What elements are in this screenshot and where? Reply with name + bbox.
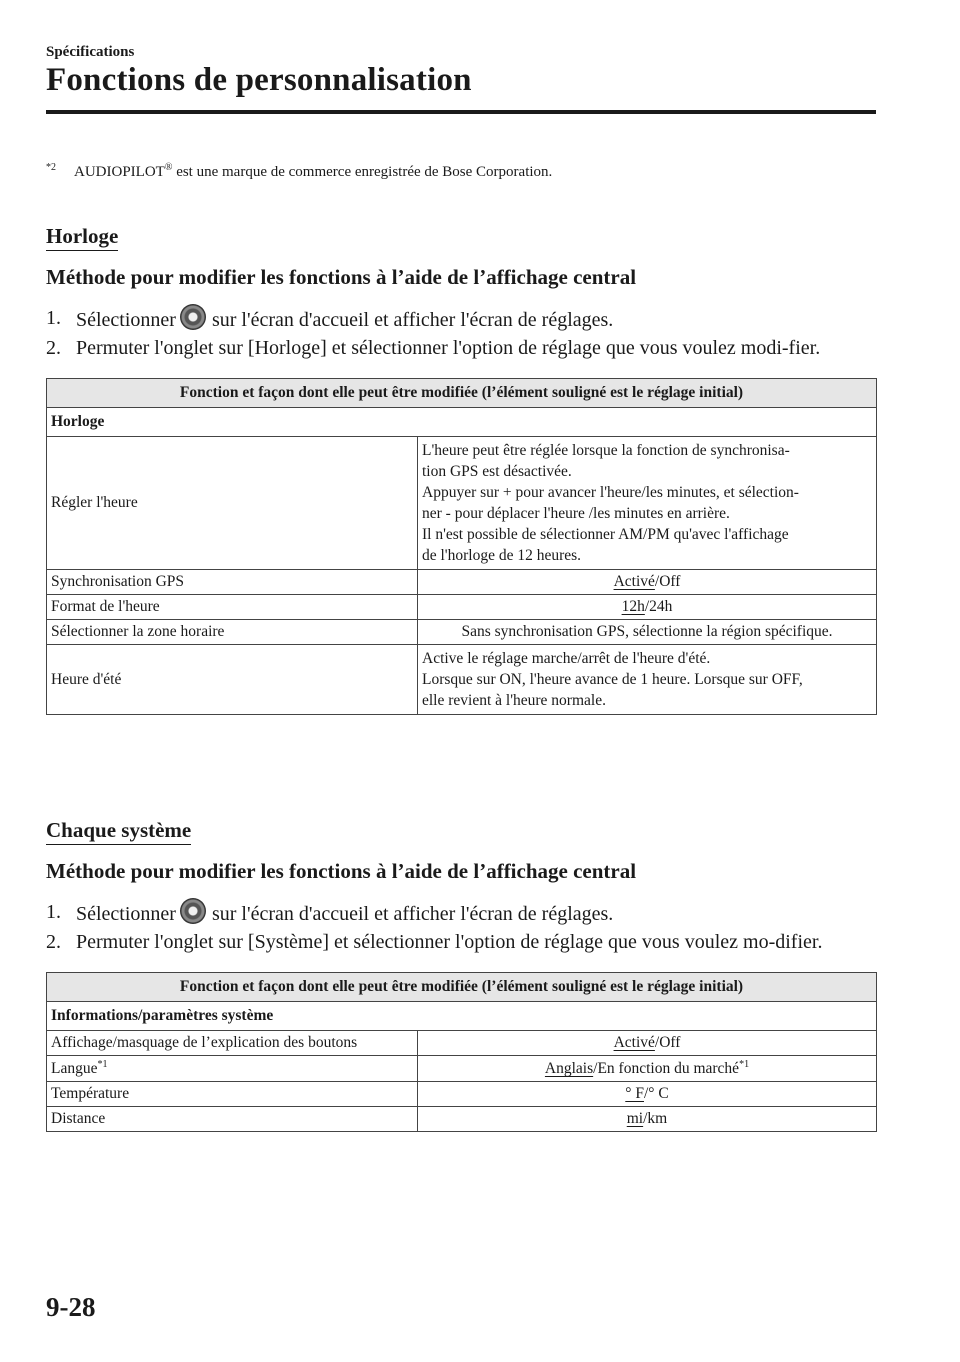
settings-gear-icon bbox=[180, 898, 206, 924]
table-row: Affichage/masquage de l’explication des boutons Activé/Off bbox=[47, 1031, 877, 1056]
step-1: 1. Sélectionner sur l'écran d'accueil et afficher l'écran de réglages. bbox=[46, 304, 876, 334]
table-row: Synchronisation GPS Activé/Off bbox=[47, 570, 877, 595]
settings-gear-icon bbox=[180, 304, 206, 330]
system-steps bbox=[46, 898, 876, 956]
footnote bbox=[46, 162, 552, 181]
registered-mark: ® bbox=[164, 162, 173, 173]
table-group: Informations/paramètres système bbox=[47, 1002, 877, 1031]
table-row: Température ° F/° C bbox=[47, 1082, 877, 1107]
table-row: Distance mi/km bbox=[47, 1107, 877, 1132]
footnote-text: est une marque de commerce enregistrée de Bose Corporation. bbox=[172, 164, 553, 180]
table-row: Langue$^{*1}$ Anglais/En fonction du marché$^{*1}$ bbox=[47, 1056, 877, 1082]
step-2: 2. Permuter l'onglet sur [Système] et sélectionner l'option de réglage que vous voulez mo-difier. bbox=[46, 931, 823, 953]
table-row: Heure d'été Active le réglage marche/arrêt de l'heure d'été. Lorsque sur ON, l'heure avance de 1 heure. Lorsque sur OFF, elle revient à l'heure normale. bbox=[47, 645, 877, 715]
system-heading: Chaque système bbox=[46, 818, 191, 845]
table-row: Sélectionner la zone horaire Sans synchronisation GPS, sélectionne la région spécifique. bbox=[47, 620, 877, 645]
table-header: Fonction et façon dont elle peut être modifiée (l’élément souligné est le réglage initial) bbox=[47, 379, 877, 408]
footnote-brand: AUDIOPILOT bbox=[74, 164, 165, 180]
system-method-title: Méthode pour modifier les fonctions à l’aide de l’affichage central bbox=[46, 859, 637, 883]
section-label: Spécifications bbox=[46, 44, 135, 60]
page-title: Fonctions de personnalisation bbox=[46, 62, 472, 98]
table-group: Horloge bbox=[47, 408, 877, 437]
title-divider bbox=[46, 110, 876, 114]
system-settings-table bbox=[46, 972, 877, 1132]
step-1: 1. Sélectionner sur l'écran d'accueil et afficher l'écran de réglages. bbox=[46, 898, 876, 928]
table-row: Régler l'heure L'heure peut être réglée lorsque la fonction de synchronisa- tion GPS est désactivée. Appuyer sur + pour avancer l'heure/les minutes, et sélection- ner - pour déplacer l'heure /les minutes en arrière. Il n'est possible de sélectionner AM/PM qu'avec l'affichage de l'horloge de 12 heures. bbox=[47, 437, 877, 570]
clock-settings-table bbox=[46, 378, 877, 715]
step-2: 2. Permuter l'onglet sur [Horloge] et sélectionner l'option de réglage que vous voulez modi-fier. bbox=[46, 337, 821, 359]
clock-section bbox=[46, 224, 876, 715]
clock-steps bbox=[46, 304, 876, 362]
clock-heading: Horloge bbox=[46, 224, 118, 251]
clock-method-title: Méthode pour modifier les fonctions à l’aide de l’affichage central bbox=[46, 265, 637, 289]
system-section bbox=[46, 818, 876, 1132]
table-row: Format de l'heure 12h/24h bbox=[47, 595, 877, 620]
footnote-mark: *2 bbox=[46, 162, 56, 173]
table-header: Fonction et façon dont elle peut être modifiée (l’élément souligné est le réglage initial) bbox=[47, 973, 877, 1002]
page-number: 9-28 bbox=[46, 1292, 96, 1322]
